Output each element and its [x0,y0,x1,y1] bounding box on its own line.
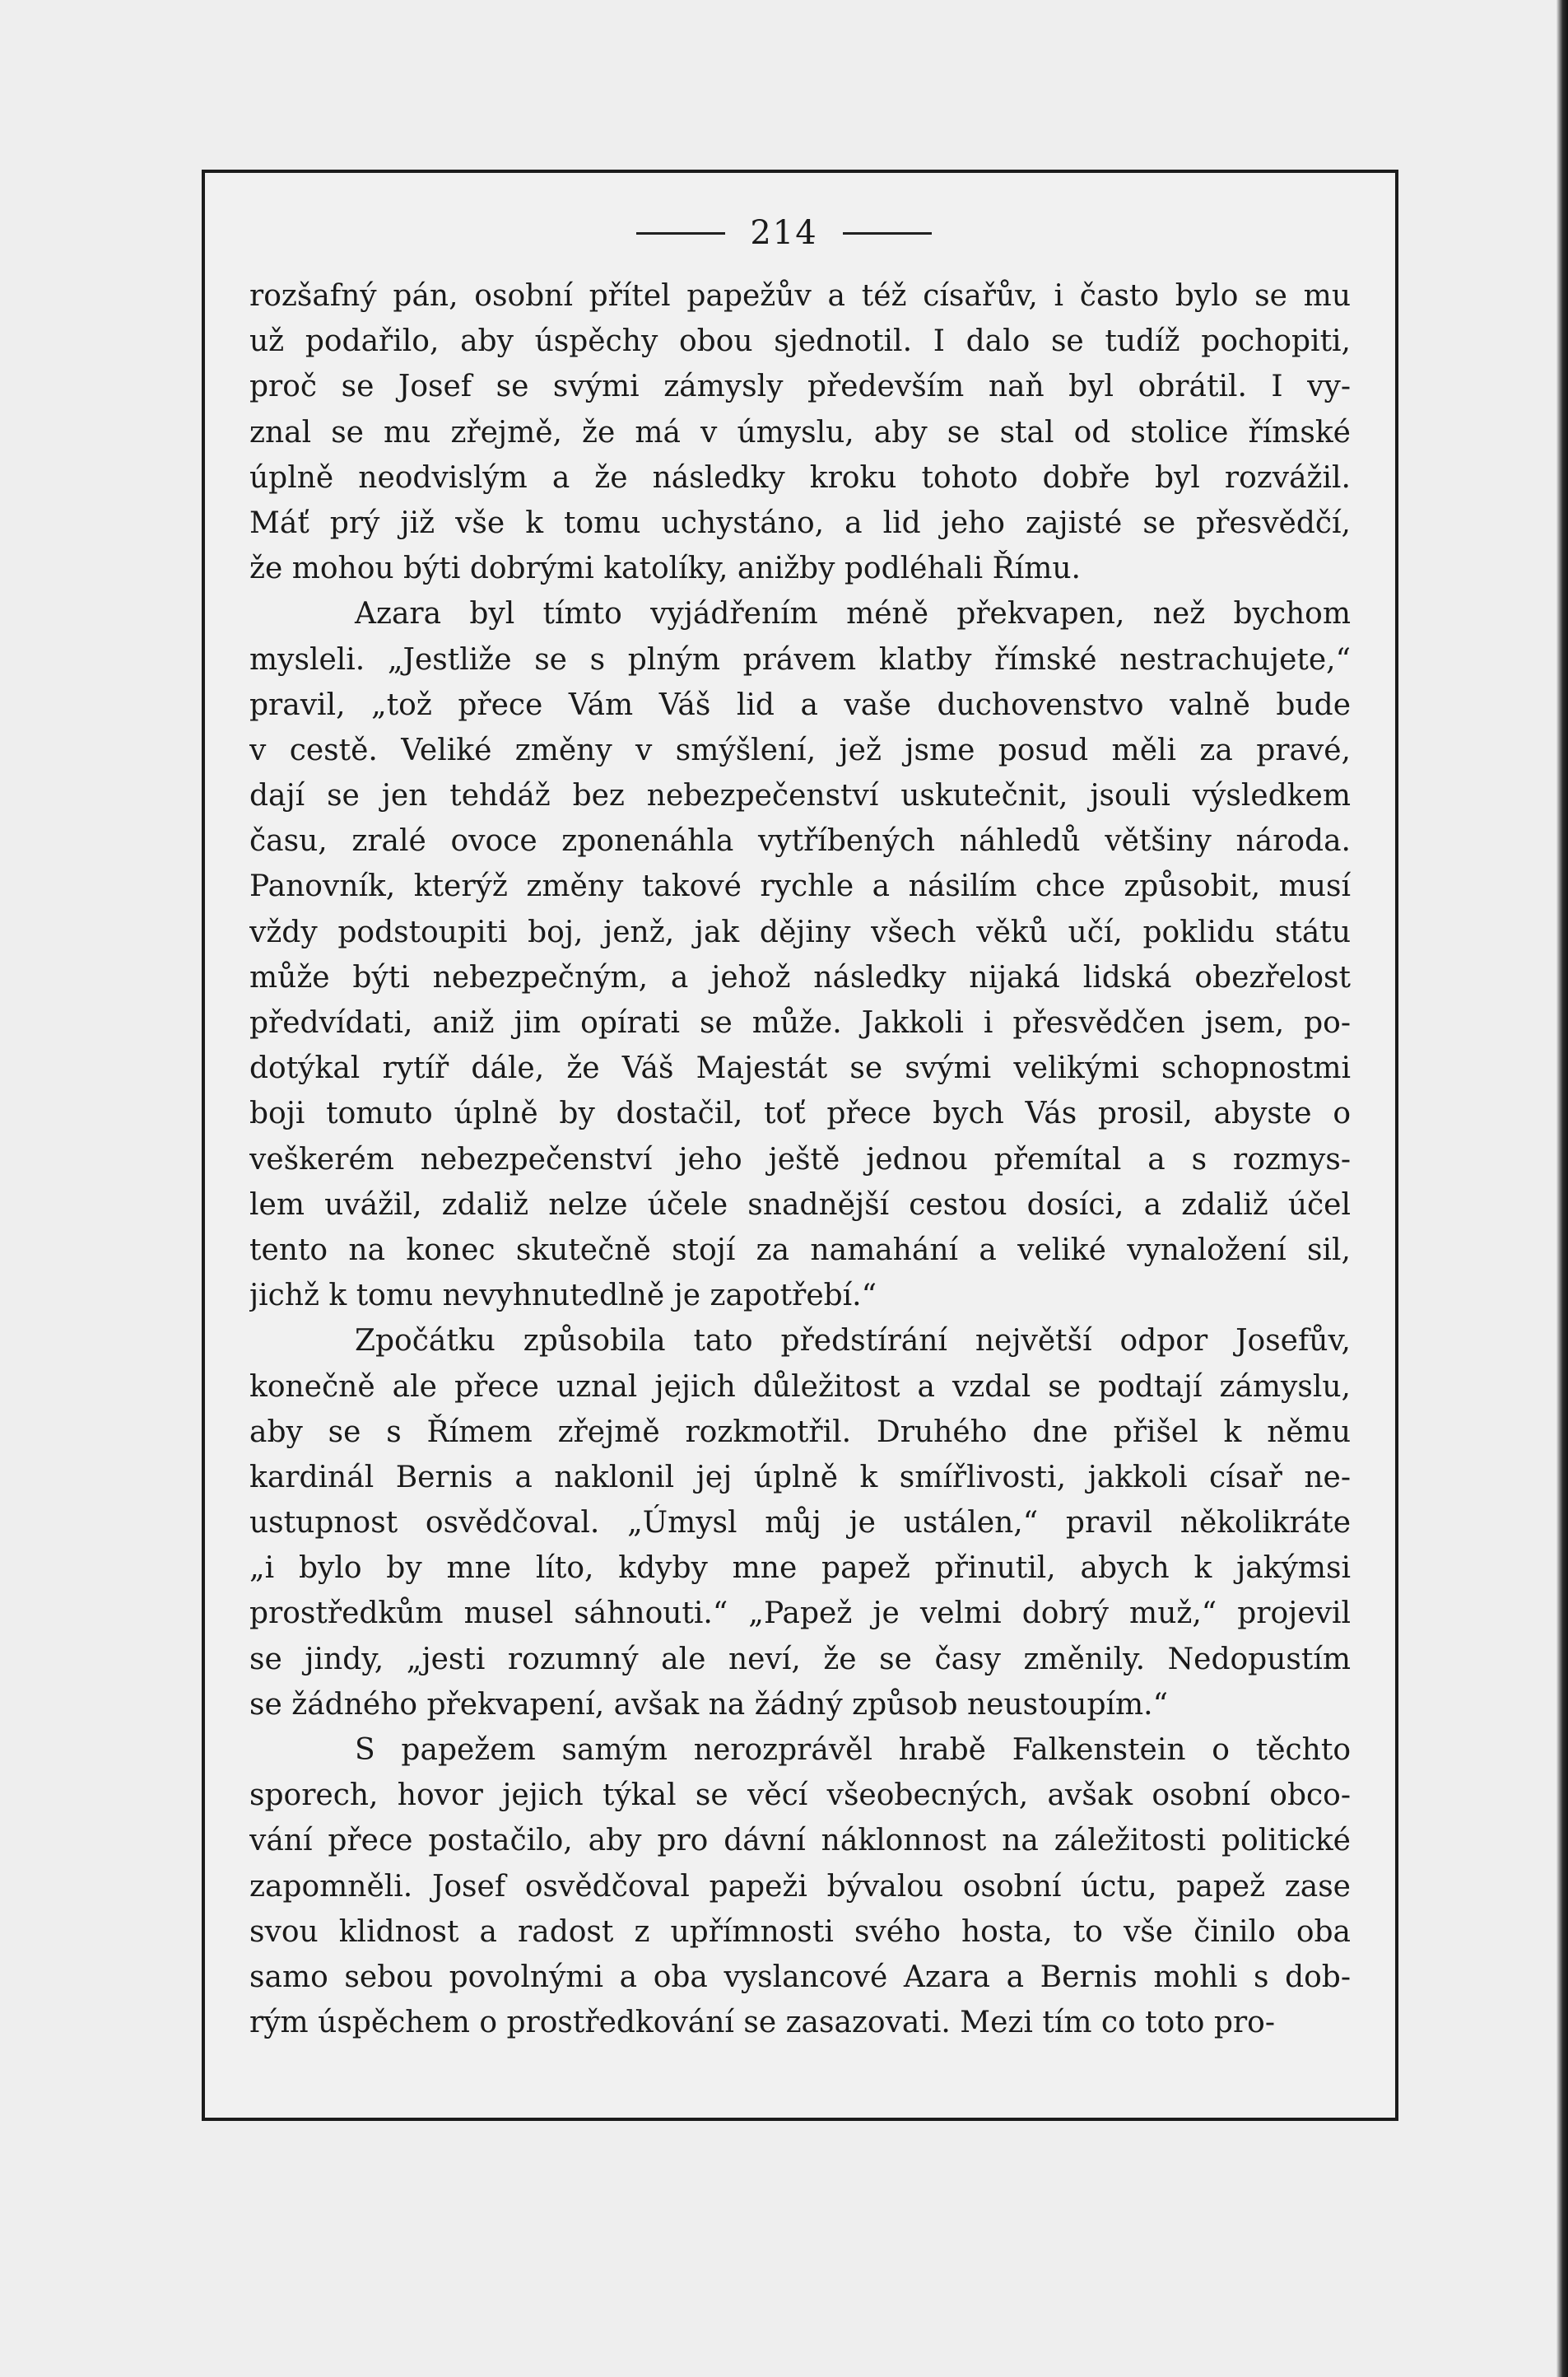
text-line: veškerém nebezpečenství jeho ještě jednou přemítal a s rozmys- [249,1142,1351,1177]
paragraph [249,591,1351,1318]
header-rule-right [843,232,932,235]
text-line: rozšafný pán, osobní přítel papežův a též císařův, i často bylo se mu [249,279,1351,313]
text-line: pravil, „tož přece Vám Váš lid a vaše duchovenstvo valně bude [249,687,1351,722]
text-line: prostředkům musel sáhnouti.“ „Papež je velmi dobrý muž,“ projevil [249,1596,1351,1631]
text-line: ustupnost osvědčoval. „Úmysl můj je ustálen,“ pravil několikráte [249,1506,1351,1540]
text-line: dotýkal rytíř dále, že Váš Majestát se svými velikými schopnostmi [249,1051,1351,1086]
text-line: už podařilo, aby úspěchy obou sjednotil. I dalo se tudíž pochopiti, [249,324,1351,359]
text-line: v cestě. Veliké změny v smýšlení, jež jsme posud měli za pravé, [249,733,1351,767]
text-line: rým úspěchem o prostředkování se zasazovati. Mezi tím co toto pro- [249,2006,1275,2040]
text-line: Máť prý již vše k tomu uchystáno, a lid jeho zajisté se přesvědčí, [249,506,1351,540]
text-line: svou klidnost a radost z upřímnosti svého hosta, to vše činilo oba [249,1914,1351,1949]
text-line: úplně neodvislým a že následky kroku tohoto dobře byl rozvážil. [249,460,1351,495]
text-line: že mohou býti dobrými katolíky, anižby podléhali Římu. [249,552,1081,586]
text-line: jichž k tomu nevyhnutedlně je zapotřebí.“ [249,1279,877,1313]
text-line: proč se Josef se svými zámysly především naň byl obrátil. I vy- [249,370,1351,404]
body-text [249,273,1351,2045]
text-line: se jindy, „jesti rozumný ale neví, že se časy změnily. Nedopustím [249,1642,1351,1676]
text-line: „i bylo by mne líto, kdyby mne papež přinutil, abych k jakýmsi [249,1551,1351,1586]
text-line: dají se jen tehdáž bez nebezpečenství uskutečnit, jsouli výsledkem [249,779,1351,813]
page-number: 214 [750,214,818,252]
header-rule-left [636,232,725,235]
text-line: aby se s Římem zřejmě rozkmotřil. Druhého dne přišel k němu [249,1415,1351,1449]
paragraph [249,273,1351,591]
paragraph [249,1318,1351,1727]
text-line: zapomněli. Josef osvědčoval papeži bývalou osobní úctu, papež zase [249,1869,1351,1904]
text-line: vždy podstoupiti boj, jenž, jak dějiny všech věků učí, poklidu státu [249,915,1351,949]
text-line: může býti nebezpečným, a jehož následky nijaká lidská obezřelost [249,960,1351,995]
text-line: kardinál Bernis a naklonil jej úplně k smířlivosti, jakkoli císař ne- [249,1460,1351,1494]
text-line: lem uvážil, zdaliž nelze účele snadnější cestou dosíci, a zdaliž účel [249,1187,1351,1222]
text-line: vání přece postačilo, aby pro dávní náklonnost na záležitosti politické [249,1824,1351,1858]
text-line: samo sebou povolnými a oba vyslancové Azara a Bernis mohli s dob- [249,1960,1351,1994]
text-line: tento na konec skutečně stojí za namahání a veliké vynaložení sil, [249,1233,1351,1267]
text-line: boji tomuto úplně by dostačil, toť přece bych Vás prosil, abyste o [249,1097,1351,1131]
text-line: znal se mu zřejmě, že má v úmyslu, aby se stal od stolice římské [249,415,1351,450]
page-header [0,212,1568,254]
text-line: Zpočátku způsobila tato předstírání největší odpor Josefův, [355,1324,1351,1359]
text-line: S papežem samým nerozprávěl hrabě Falkenstein o těchto [355,1733,1351,1767]
text-line: Azara byl tímto vyjádřením méně překvapen, než bychom [355,597,1351,632]
text-line: času, zralé ovoce zponenáhla vytříbených náhledů většiny národa. [249,824,1351,859]
text-line: konečně ale přece uznal jejich důležitost a vzdal se podtají zámyslu, [249,1369,1351,1404]
text-line: se žádného překvapení, avšak na žádný způsob neustoupím.“ [249,1687,1168,1722]
text-line: mysleli. „Jestliže se s plným právem klatby římské nestrachujete,“ [249,642,1351,677]
paragraph [249,1727,1351,2045]
text-line: sporech, hovor jejich týkal se věcí všeobecných, avšak osobní obco- [249,1778,1351,1813]
text-line: Panovník, kterýž změny takové rychle a násilím chce způsobit, musí [249,869,1351,904]
text-line: předvídati, aniž jim opírati se může. Jakkoli i přesvědčen jsem, po- [249,1006,1351,1040]
scan-edge [1556,0,1568,2377]
